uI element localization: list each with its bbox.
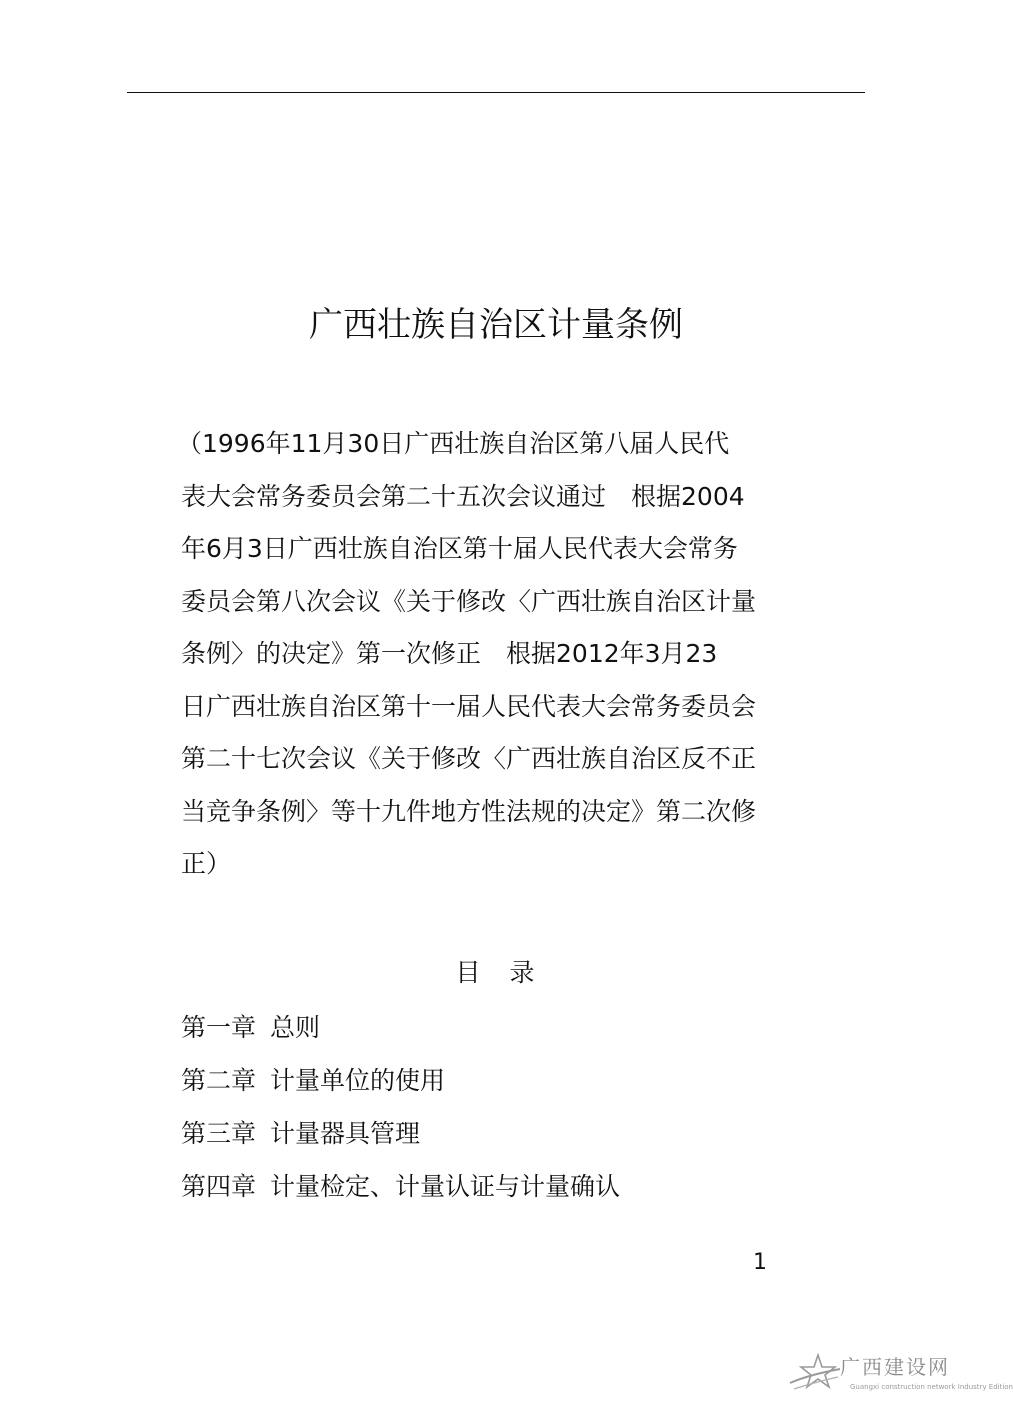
- star-swoosh-icon: [788, 1353, 844, 1395]
- toc-chapter-title: 计量器具管理: [270, 1119, 421, 1148]
- toc-chapter-title: 计量检定、计量认证与计量确认: [270, 1172, 621, 1201]
- preamble-line: 当竞争条例〉等十九件地方性法规的决定》第二次修: [181, 796, 757, 826]
- watermark-logo: [788, 1353, 1013, 1399]
- toc-item-chapter-3[interactable]: [181, 1107, 821, 1160]
- toc-chapter-number: 第一章: [181, 1013, 257, 1042]
- toc-item-chapter-4[interactable]: [181, 1160, 821, 1213]
- toc-chapter-title: 计量单位的使用: [270, 1066, 446, 1095]
- page-number: 1: [753, 1250, 767, 1275]
- toc-chapter-number: 第二章: [181, 1066, 257, 1095]
- preamble-line: 正）: [181, 849, 232, 878]
- toc-item-chapter-1[interactable]: [181, 1001, 821, 1054]
- preamble-line: 委员会第八次会议《关于修改〈广西壮族自治区计量: [181, 586, 757, 616]
- table-of-contents: [181, 1001, 821, 1213]
- toc-chapter-number: 第四章: [181, 1172, 257, 1201]
- toc-chapter-number: 第三章: [181, 1119, 257, 1148]
- preamble-line: （1996年11月30日广西壮族自治区第八届人民代: [177, 429, 730, 458]
- preamble-line: 第二十七次会议《关于修改〈广西壮族自治区反不正: [181, 744, 757, 773]
- document-title: 广西壮族自治区计量条例: [309, 305, 683, 345]
- toc-item-chapter-2[interactable]: [181, 1054, 821, 1107]
- preamble-line: 日广西壮族自治区第十一届人民代表大会常务委员会: [181, 691, 757, 721]
- toc-heading: 目 录: [455, 958, 537, 987]
- toc-chapter-title: 总则: [270, 1013, 321, 1042]
- preamble-line: 表大会常务委员会第二十五次会议通过 根据2004: [181, 481, 745, 511]
- preamble-line: 条例〉的决定》第一次修正 根据2012年3月23: [181, 639, 718, 668]
- watermark-site-name: 广西建设网: [840, 1355, 950, 1379]
- preamble: [177, 418, 811, 898]
- watermark-subtitle: Guangxi construction network Industry Edition: [850, 1383, 1013, 1391]
- header-rule: [127, 92, 865, 93]
- preamble-line: 年6月3日广西壮族自治区第十届人民代表大会常务: [181, 534, 738, 563]
